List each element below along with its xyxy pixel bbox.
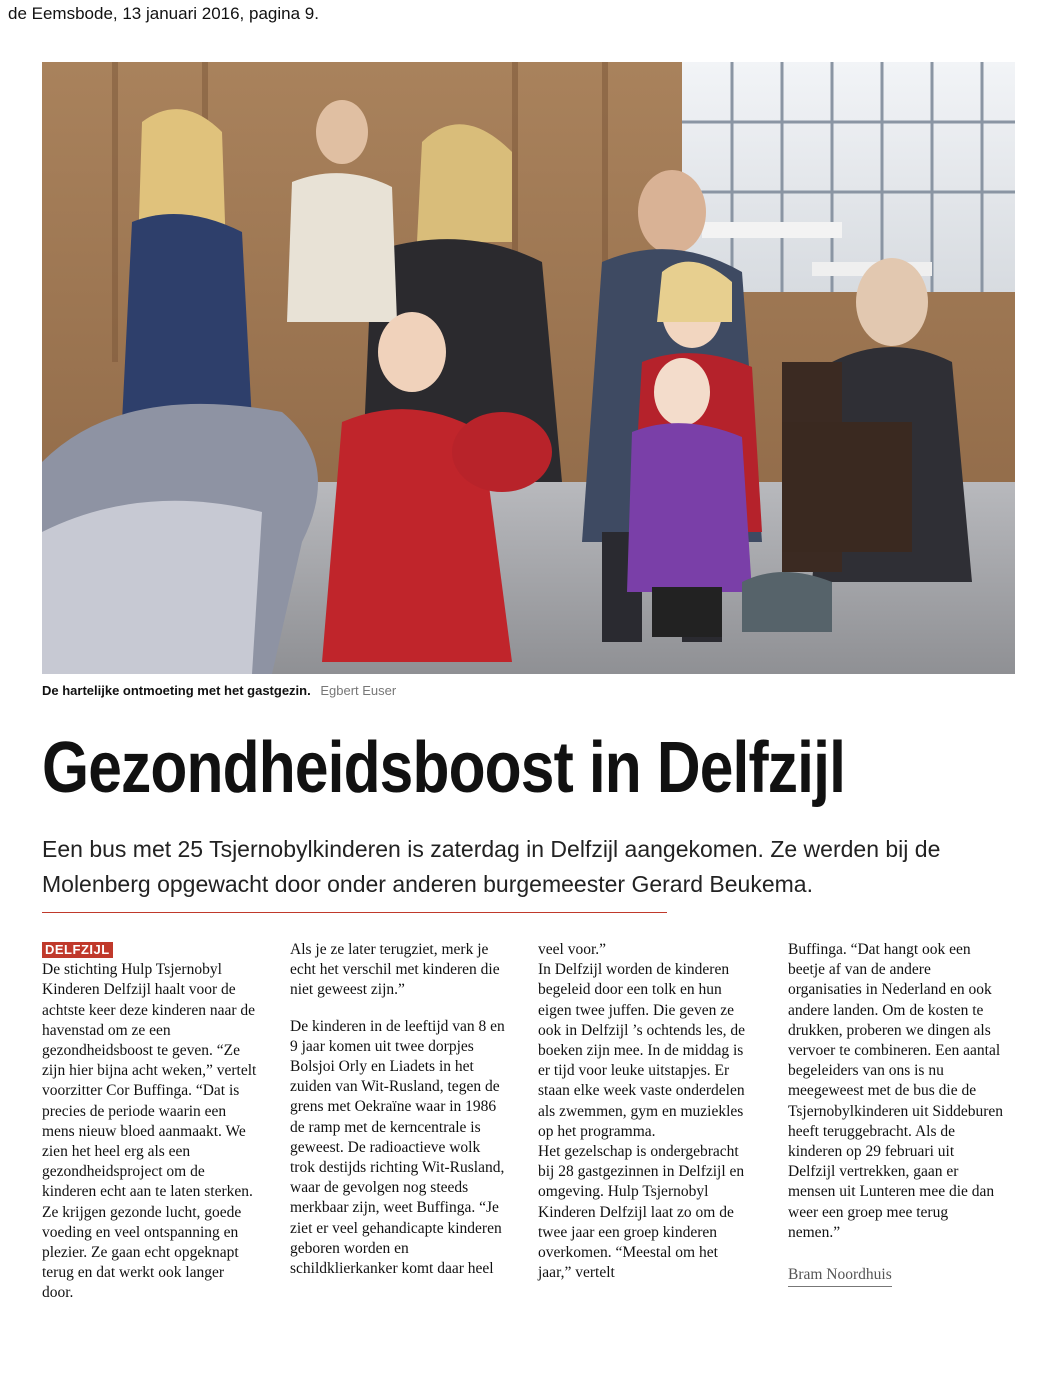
article-column-3 <box>538 940 753 1283</box>
photo-credit: Egbert Euser <box>320 683 397 698</box>
article-column-2 <box>290 940 505 1279</box>
column-4-text: Buffinga. “Dat hangt ook een beetje af van de andere organisaties in Nederland en ook andere landen. Om de kosten te drukken, proberen we dingen als vervoer te combineren. Een aantal begeleiders van ons is nu meegeweest met de bus die de Tsjernobylkinderen uit Siddeburen heeft teruggebracht. Als de kinderen op 29 februari uit Delfzijl vertrekken, gaan er mensen uit Lunteren mee die dan weer een groep mee terug nemen.” <box>788 941 1004 1241</box>
article-column-4 <box>788 940 1003 1287</box>
column-3-paragraph-2: In Delfzijl worden de kinderen begeleid door een tolk en hun eigen twee juffen. Die geven ze ook in Delfzijl ’s ochtends les, de boeken zijn mee. In de middag is er tijd voor leuke uitstapjes. Er staan elke week vaste onderdelen als zwemmen, gym en muziekles op het programma. <box>538 961 746 1140</box>
column-2-paragraph-1: Als je ze later terugziet, merk je echt het verschil met kinderen die niet geweest zijn.” <box>290 941 500 999</box>
caption-text: De hartelijke ontmoeting met het gastgezin. <box>42 683 311 698</box>
column-3-paragraph-3: Het gezelschap is ondergebracht bij 28 gastgezinnen in Delfzijl en omgeving. Hulp Tsjernobyl Kinderen Delfzijl laat zo om de twee jaar een groep kinderen overkomen. “Meestal om het jaar,” vertelt <box>538 1143 745 1282</box>
article-photo <box>42 62 1015 674</box>
source-line: de Eemsbode, 13 januari 2016, pagina 9. <box>8 4 319 23</box>
column-2-paragraph-2: De kinderen in de leeftijd van 8 en 9 jaar komen uit twee dorpjes Bolsjoi Orly en Liadets in het zuiden van Wit-Rusland, tegen de grens met Oekraïne waar in 1986 de ramp met de kerncentrale is geweest. De radioactieve wolk trok destijds richting Wit-Rusland, waar de gevolgen nog steeds merkbaar zijn, weet Buffinga. “Je ziet er veel gehandicapte kinderen geboren worden en schildklierkanker komt daar heel <box>290 1017 505 1278</box>
red-divider <box>42 912 667 913</box>
article-column-1 <box>42 940 257 1304</box>
column-3-paragraph-1: veel voor.” <box>538 941 607 958</box>
column-1-text: De stichting Hulp Tsjernobyl Kinderen Delfzijl haalt voor de achtste keer deze kinderen naar de havenstad om ze een gezondheidsboost te geven. “Ze zijn hier bijna acht weken,” vertelt voorzitter Cor Buffinga. “Dat is precies de periode waarin een mens nieuw bloed aanmaakt. We zien het heel erg als een gezondheidsproject om de kinderen echt aan te laten sterken. Ze krijgen gezonde lucht, goede voeding en veel ontspanning en plezier. Ze gaan echt opgeknapt terug en dat werkt ook langer door. <box>42 961 257 1302</box>
headline: Gezondheidsboost in Delfzijl <box>42 728 846 808</box>
lead-paragraph: Een bus met 25 Tsjernobylkinderen is zaterdag in Delfzijl aangekomen. Ze werden bij de Molenberg opgewacht door onder anderen burgemeester Gerard Beukema. <box>42 836 941 897</box>
photo-caption <box>42 683 396 698</box>
dateline-badge: DELFZIJL <box>42 942 113 958</box>
author-byline: Bram Noordhuis <box>788 1265 892 1287</box>
